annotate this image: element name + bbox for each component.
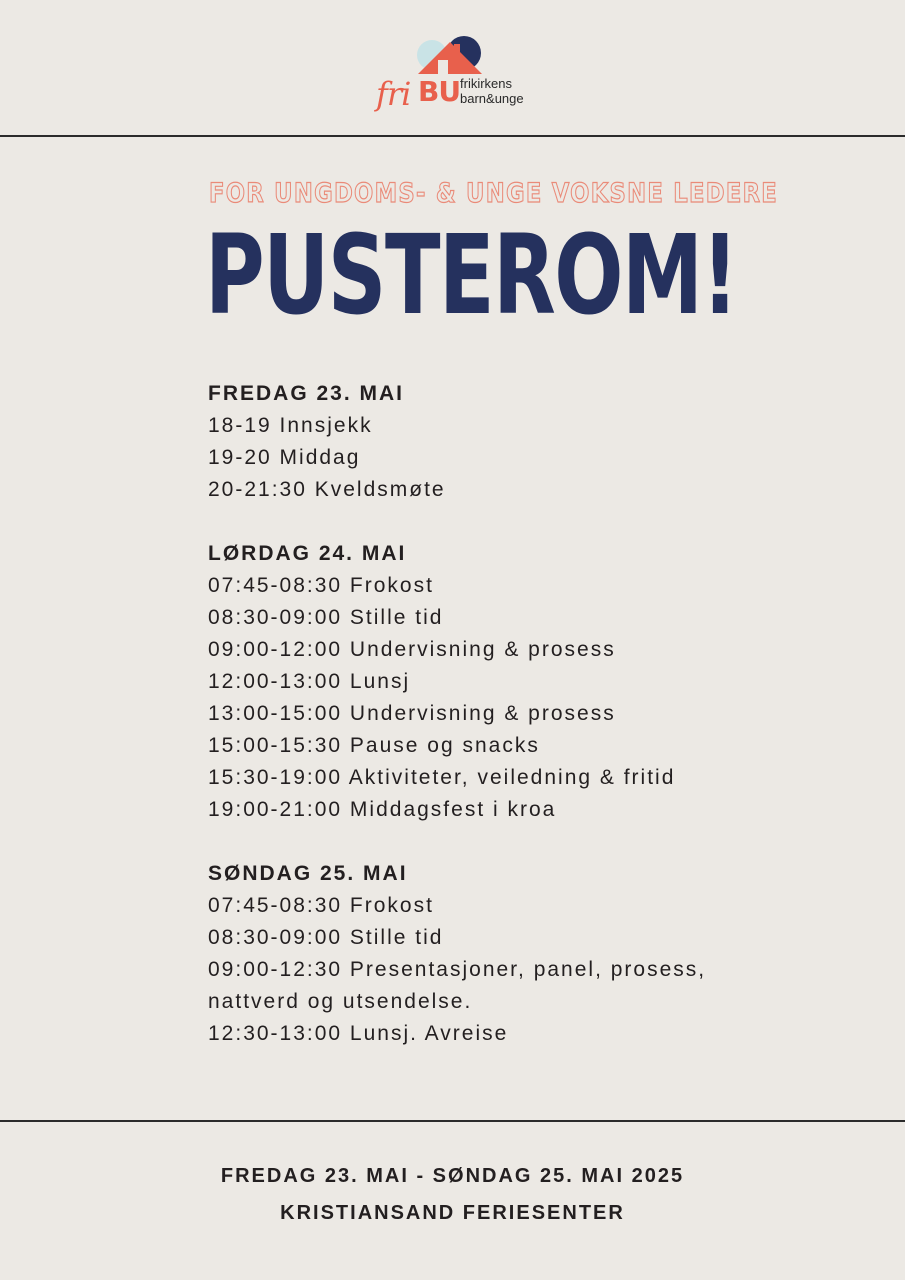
bottom-divider	[0, 1120, 905, 1122]
schedule-item: 13:00-15:00 Undervisning & prosess	[208, 702, 616, 725]
logo-wordmark-fri: fri	[376, 75, 411, 113]
day-friday	[208, 378, 808, 506]
schedule-item: 07:45-08:30 Frokost	[208, 574, 434, 597]
schedule-item: 12:00-13:00 Lunsj	[208, 670, 411, 693]
schedule-item: 12:30-13:00 Lunsj. Avreise	[208, 1022, 509, 1045]
schedule-item: 08:30-09:00 Stille tid	[208, 606, 444, 629]
house-icon	[412, 36, 492, 76]
day-sunday	[208, 858, 808, 1050]
schedule-item: 19-20 Middag	[208, 446, 361, 469]
schedule-item: 15:30-19:00 Aktiviteter, veiledning & fritid	[208, 766, 676, 789]
schedule-item: 18-19 Innsjekk	[208, 414, 373, 437]
footer-dates: FREDAG 23. MAI - SØNDAG 25. MAI 2025	[220, 1165, 685, 1187]
day-heading: SØNDAG 25. MAI	[208, 862, 408, 885]
schedule-item: 19:00-21:00 Middagsfest i kroa	[208, 798, 557, 821]
logo-wordmark-bu: BU	[418, 75, 461, 108]
logo-subtitle-line2: barn&unge	[460, 91, 524, 106]
schedule-item: 09:00-12:30 Presentasjoner, panel, prosess,	[208, 958, 707, 981]
schedule	[208, 378, 808, 1082]
schedule-item: 09:00-12:00 Undervisning & prosess	[208, 638, 616, 661]
schedule-item: 07:45-08:30 Frokost	[208, 894, 434, 917]
day-heading: LØRDAG 24. MAI	[208, 542, 407, 565]
logo-subtitle	[460, 76, 524, 106]
day-heading: FREDAG 23. MAI	[208, 382, 405, 405]
schedule-item: 08:30-09:00 Stille tid	[208, 926, 444, 949]
kicker-subtitle: FOR UNGDOMS- & UNGE VOKSNE LEDERE	[209, 178, 779, 209]
page-title: PUSTEROM!	[205, 211, 738, 339]
schedule-item: 15:00-15:30 Pause og snacks	[208, 734, 540, 757]
schedule-item: 20-21:30 Kveldsmøte	[208, 478, 446, 501]
fribu-logo	[376, 36, 536, 112]
top-divider	[0, 135, 905, 137]
logo-subtitle-line1: frikirkens	[460, 76, 513, 91]
footer-venue: KRISTIANSAND FERIESENTER	[280, 1202, 625, 1224]
schedule-item: nattverd og utsendelse.	[208, 990, 473, 1013]
day-saturday	[208, 538, 808, 826]
